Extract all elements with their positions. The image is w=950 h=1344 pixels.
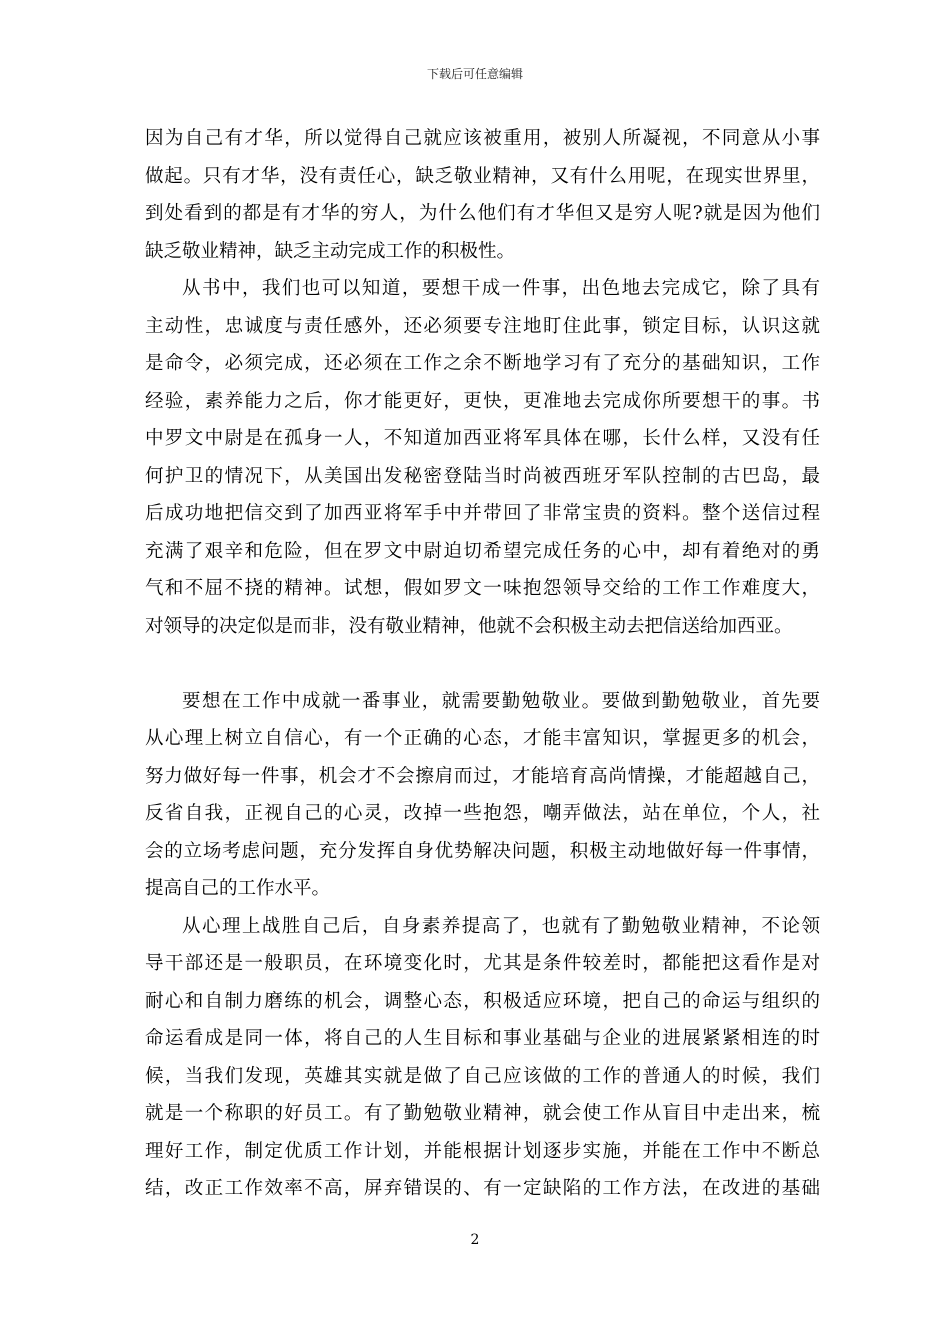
- text-line: 到处看到的都是有才华的穷人，为什么他们有才华但又是穷人呢?就是因为他们: [145, 203, 820, 224]
- text-line: 从书中，我们也可以知道，要想干成一件事，出色地去完成它，除了具有: [182, 278, 820, 299]
- text-line: 是命令，必须完成，还必须在工作之余不断地学习有了充分的基础知识，工作: [145, 353, 820, 374]
- paragraph-spacer: [145, 645, 820, 683]
- text-line: 充满了艰辛和危险，但在罗文中尉迫切希望完成任务的心中，却有着绝对的勇: [145, 540, 820, 562]
- text-line: 就是一个称职的好员工。有了勤勉敬业精神，就会使工作从盲目中走出来，梳: [145, 1103, 820, 1124]
- text-line: 耐心和自制力磨练的机会，调整心态，积极适应环境，把自己的命运与组织的: [145, 990, 820, 1012]
- text-line: 气和不屈不挠的精神。试想，假如罗文一味抱怨领导交给的工作工作难度大，: [145, 578, 820, 599]
- text-line: 结，改正工作效率不高，屏弃错误的、有一定缺陷的工作方法，在改进的基础: [145, 1178, 820, 1199]
- text-line: 从心理上战胜自己后，自身素养提高了，也就有了勤勉敬业精神，不论领: [182, 915, 820, 937]
- text-line: 因为自己有才华，所以觉得自己就应该被重用，被别人所凝视，不同意从小事: [145, 128, 820, 149]
- text-line: 从心理上树立自信心，有一个正确的心态，才能丰富知识，掌握更多的机会，: [145, 728, 820, 749]
- text-line: 何护卫的情况下，从美国出发秘密登陆当时尚被西班牙军队控制的古巴岛，最: [145, 465, 820, 487]
- text-line: 反省自我，正视自己的心灵，改掉一些抱怨，嘲弄做法，站在单位，个人，社: [145, 803, 820, 824]
- text-line: 对领导的决定似是而非，没有敬业精神，他就不会积极主动去把信送给加西亚。: [145, 615, 793, 637]
- text-line: 提高自己的工作水平。: [145, 878, 331, 899]
- text-line: 后成功地把信交到了加西亚将军手中并带回了非常宝贵的资料。整个送信过程: [145, 503, 820, 524]
- paragraph: [145, 908, 820, 1208]
- text-line: 中罗文中尉是在孤身一人，不知道加西亚将军具体在哪，长什么样，又没有任: [145, 428, 820, 449]
- text-line: 做起。只有才华，没有责任心，缺乏敬业精神，又有什么用呢，在现实世界里，: [145, 165, 820, 187]
- page-number: 2: [470, 1232, 480, 1248]
- text-line: 会的立场考虑问题，充分发挥自身优势解决问题，积极主动地做好每一件事情，: [145, 840, 820, 862]
- text-line: 缺乏敬业精神，缺乏主动完成工作的积极性。: [145, 240, 516, 262]
- text-line: 努力做好每一件事，机会才不会擦肩而过，才能培育高尚情操，才能超越自己，: [145, 765, 820, 787]
- text-line: 导干部还是一般职员，在环境变化时，尤其是条件较差时，都能把这看作是对: [145, 953, 820, 974]
- text-line: 理好工作，制定优质工作计划，并能根据计划逐步实施，并能在工作中不断总: [145, 1140, 820, 1162]
- text-line: 命运看成是同一体，将自己的人生目标和事业基础与企业的进展紧紧相连的时: [145, 1028, 820, 1049]
- page-header: 下载后可任意编辑: [426, 67, 523, 81]
- text-line: 要想在工作中成就一番事业，就需要勤勉敬业。要做到勤勉敬业，首先要: [182, 690, 820, 712]
- text-line: 候，当我们发现，英雄其实就是做了自己应该做的工作的普通人的时候，我们: [145, 1065, 820, 1087]
- document-body: [145, 120, 820, 1208]
- paragraph: [145, 270, 820, 645]
- paragraph: [145, 683, 820, 908]
- paragraph: [145, 120, 820, 270]
- text-line: 经验，素养能力之后，你才能更好，更快，更准地去完成你所要想干的事。书: [145, 390, 820, 412]
- text-line: 主动性，忠诚度与责任感外，还必须要专注地盯住此事，锁定目标，认识这就: [145, 315, 820, 337]
